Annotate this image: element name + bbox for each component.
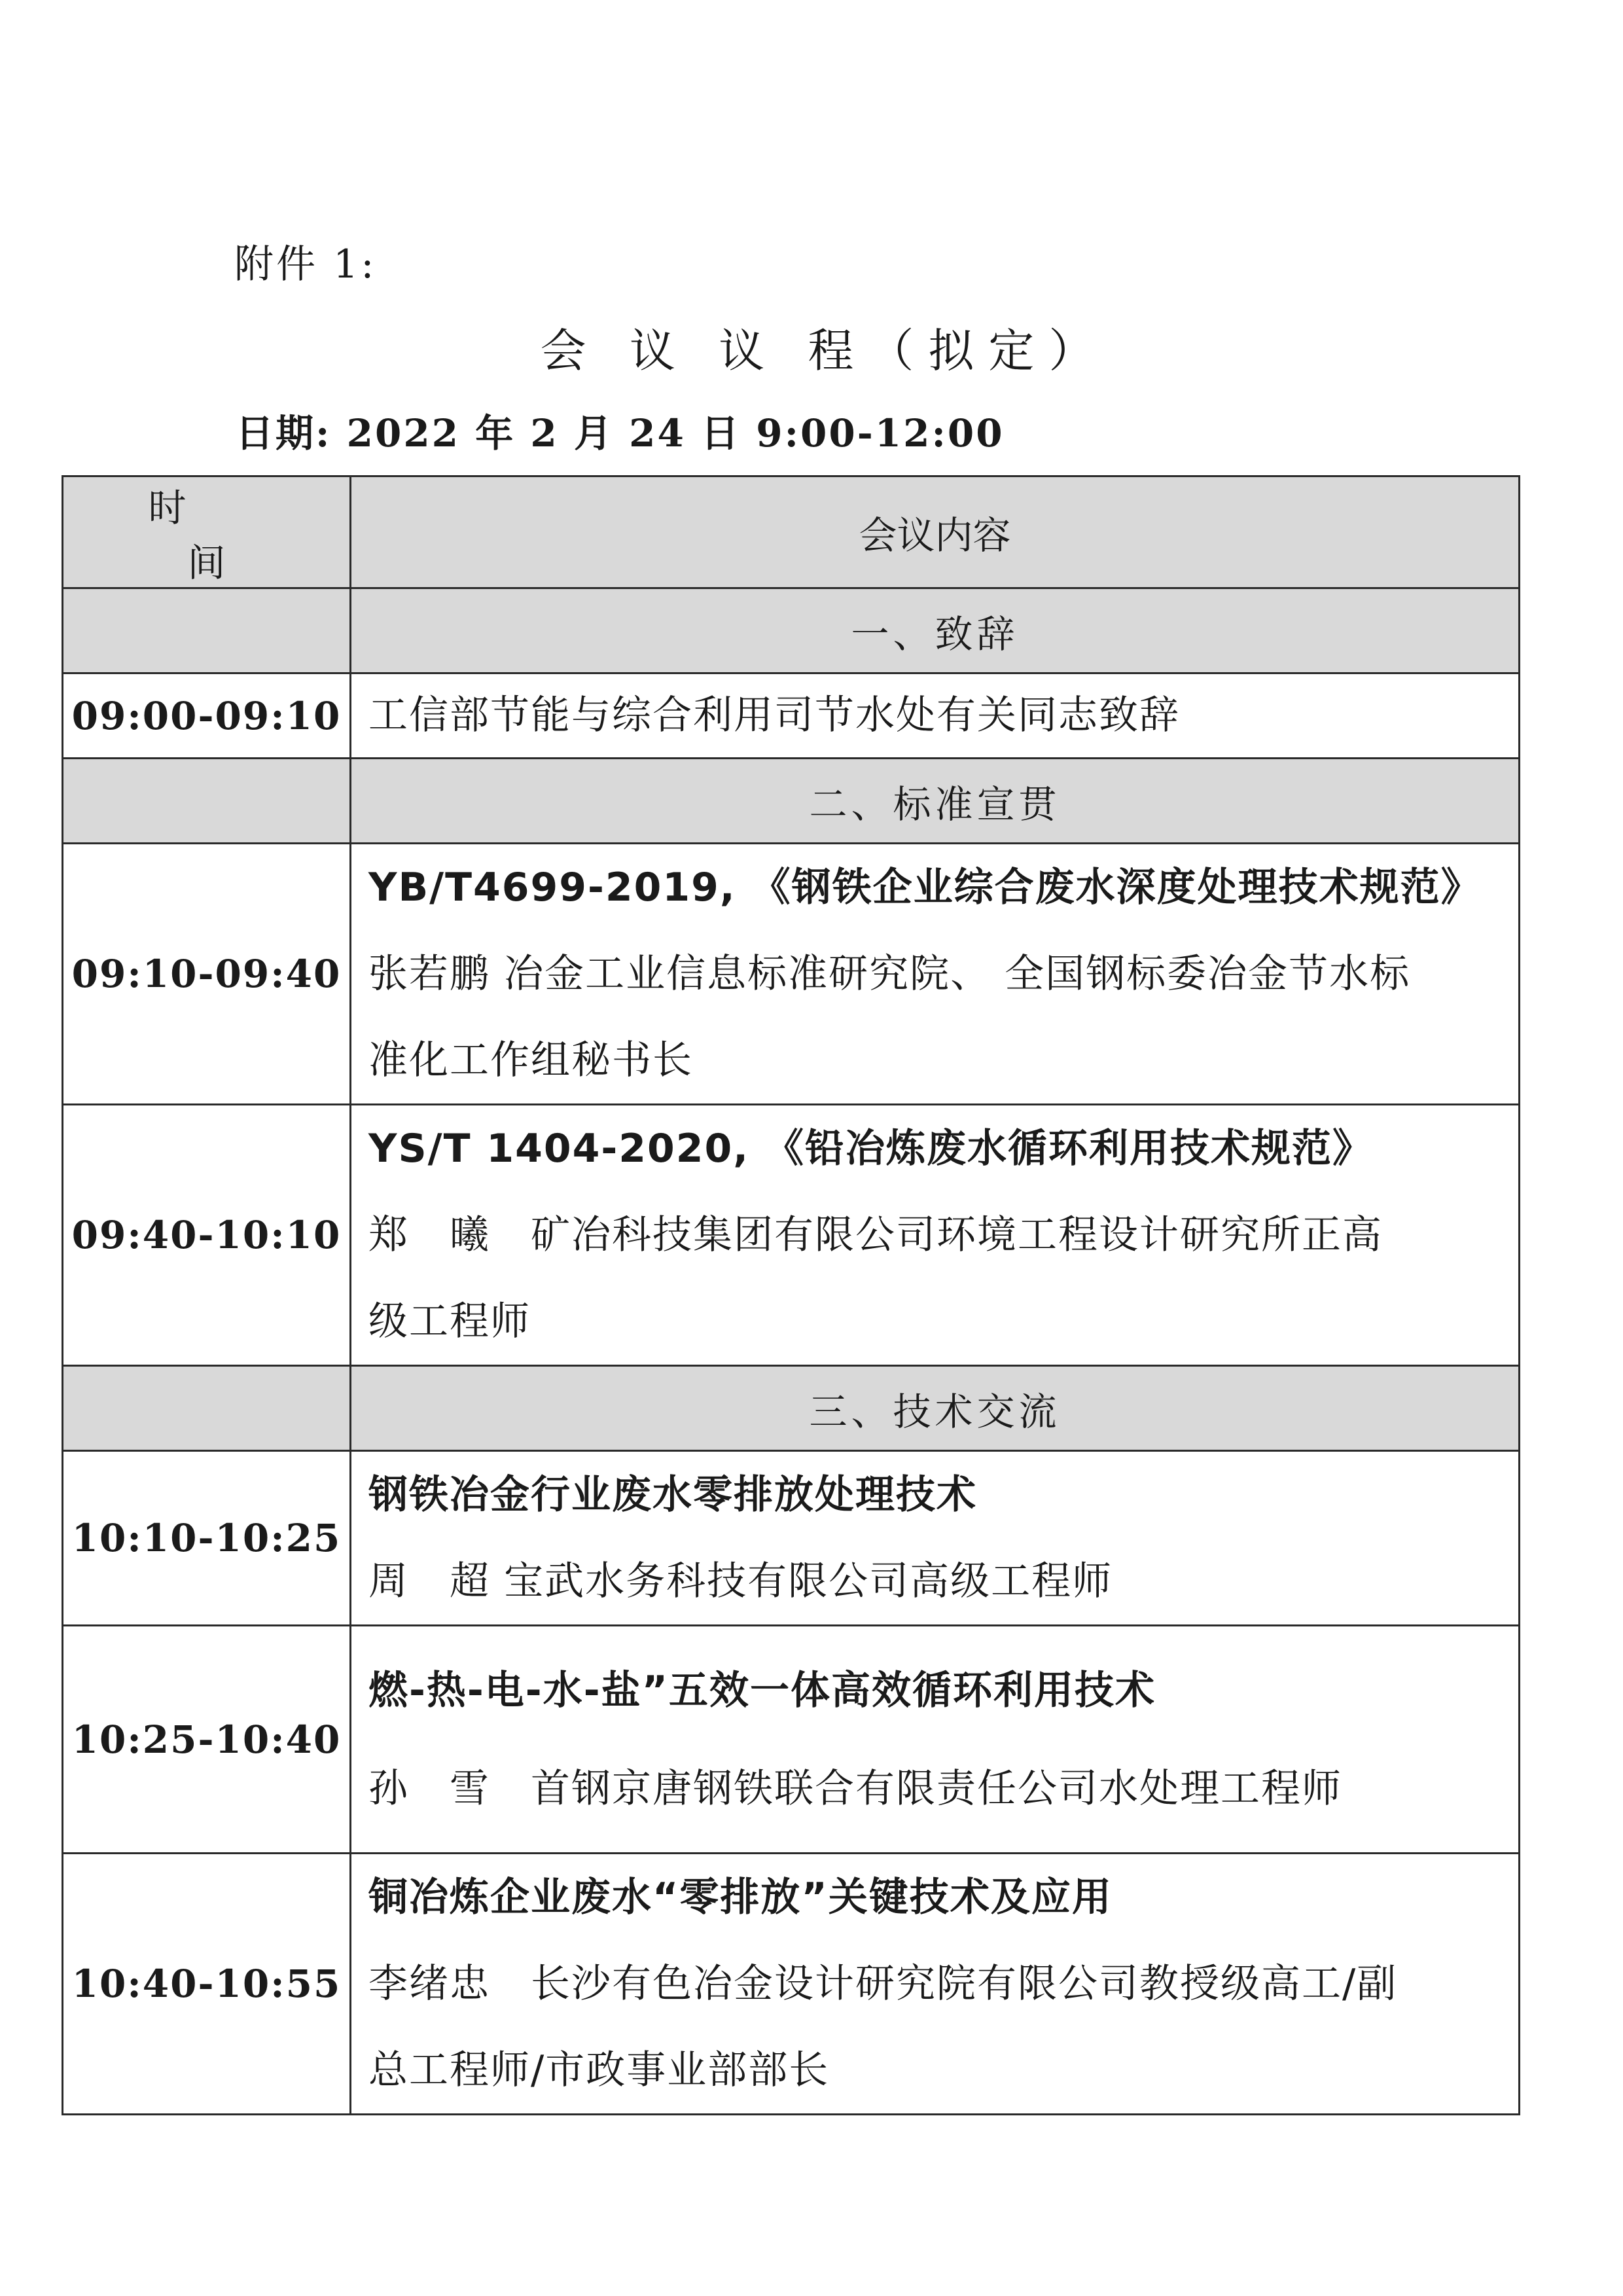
row-line-speaker: 李绪忠 长沙有色冶金设计研究院有限公司教授级高工/副 bbox=[368, 1961, 1398, 2007]
row-line-speaker: 周 超 宝武水务科技有限公司高级工程师 bbox=[368, 1558, 1113, 1604]
header-time: 时 间 bbox=[63, 476, 351, 588]
row-content bbox=[351, 1105, 1520, 1366]
row-line: 工信部节能与综合利用司节水处有关同志致辞 bbox=[368, 692, 1180, 738]
section-title: 三、技术交流 bbox=[351, 1366, 1520, 1451]
row-time: 09:40-10:10 bbox=[63, 1105, 351, 1366]
meeting-date: 日期: 2022 年 2 月 24 日 9:00-12:00 bbox=[236, 411, 1005, 456]
row-time: 10:10-10:25 bbox=[63, 1451, 351, 1626]
row-time: 09:10-09:40 bbox=[63, 844, 351, 1105]
row-line-topic: 燃-热-电-水-盐”五效一体高效循环利用技术 bbox=[368, 1667, 1156, 1713]
section-row bbox=[63, 588, 1520, 673]
agenda-table bbox=[62, 475, 1520, 2115]
page-title: 会 议 议 程（拟定） bbox=[540, 324, 1109, 378]
row-content bbox=[351, 1451, 1520, 1626]
row-time: 10:40-10:55 bbox=[63, 1854, 351, 2115]
section-empty-cell bbox=[63, 1366, 351, 1451]
table-row bbox=[63, 1105, 1520, 1366]
section-row bbox=[63, 1366, 1520, 1451]
row-time: 09:00-09:10 bbox=[63, 673, 351, 759]
row-line-speaker: 郑 曦 矿冶科技集团有限公司环境工程设计研究所正高 bbox=[368, 1212, 1383, 1258]
section-title: 一、致辞 bbox=[351, 588, 1520, 673]
row-line-speaker-cont: 准化工作组秘书长 bbox=[368, 1037, 693, 1083]
table-row bbox=[63, 1451, 1520, 1626]
table-header-row bbox=[63, 476, 1520, 588]
row-line-topic: YB/T4699-2019, 《钢铁企业综合废水深度处理技术规范》 bbox=[368, 865, 1482, 910]
row-line-topic: YS/T 1404-2020, 《铅冶炼废水循环利用技术规范》 bbox=[368, 1126, 1373, 1172]
table-row bbox=[63, 1854, 1520, 2115]
row-line-speaker: 张若鹏 冶金工业信息标准研究院、 全国钢标委冶金节水标 bbox=[368, 951, 1411, 997]
table-row bbox=[63, 844, 1520, 1105]
row-content bbox=[351, 1854, 1520, 2115]
table-row bbox=[63, 1626, 1520, 1854]
row-line-speaker: 孙 雪 首钢京唐钢铁联合有限责任公司水处理工程师 bbox=[368, 1765, 1342, 1812]
section-empty-cell bbox=[63, 759, 351, 844]
row-line-topic: 钢铁冶金行业废水零排放处理技术 bbox=[368, 1472, 977, 1518]
row-line-speaker-cont: 级工程师 bbox=[368, 1299, 531, 1344]
row-line-topic: 铜冶炼企业废水“零排放”关键技术及应用 bbox=[368, 1874, 1113, 1920]
section-title: 二、标准宣贯 bbox=[351, 759, 1520, 844]
row-line-speaker-cont: 总工程师/市政事业部部长 bbox=[368, 2047, 830, 2093]
table-row bbox=[63, 673, 1520, 759]
attachment-label: 附件 1: bbox=[234, 242, 377, 287]
row-content bbox=[351, 844, 1520, 1105]
row-time: 10:25-10:40 bbox=[63, 1626, 351, 1854]
header-content: 会议内容 bbox=[351, 476, 1520, 588]
row-content bbox=[351, 673, 1520, 759]
section-empty-cell bbox=[63, 588, 351, 673]
row-content bbox=[351, 1626, 1520, 1854]
section-row bbox=[63, 759, 1520, 844]
